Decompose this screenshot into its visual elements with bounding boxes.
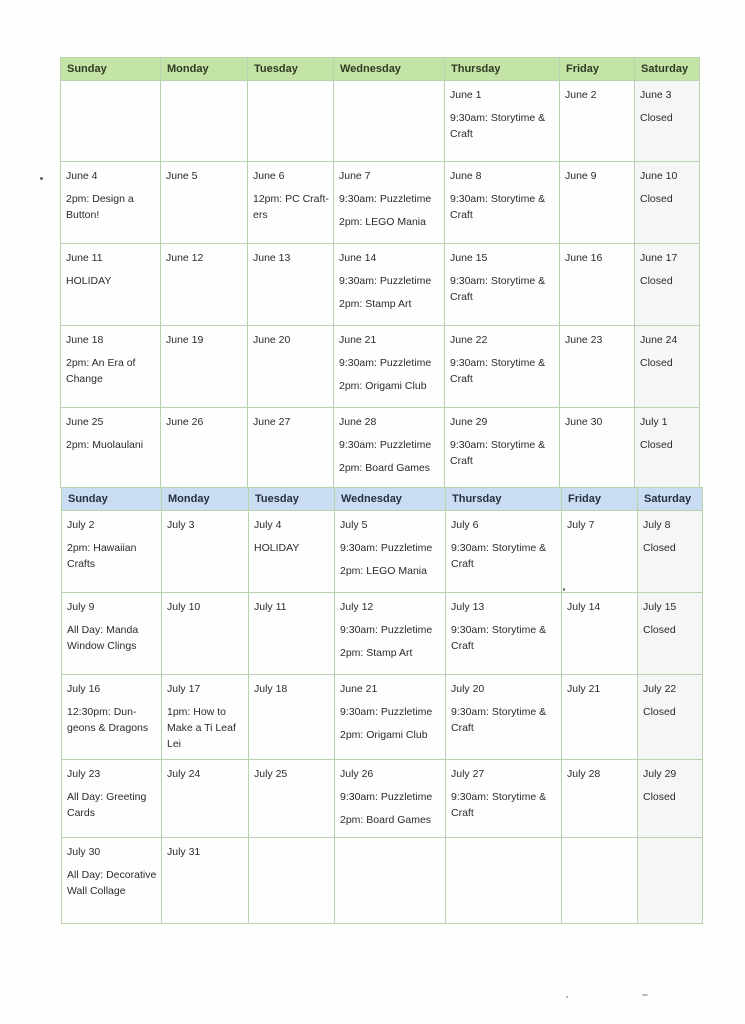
day-date: June 10: [640, 170, 678, 182]
day-date: June 19: [166, 334, 204, 346]
event-text: 9:30am: Puzzletime: [340, 624, 433, 636]
day-cell: [446, 593, 562, 675]
day-cell: [635, 81, 700, 162]
day-date: June 8: [450, 170, 482, 182]
day-cell: [61, 81, 161, 162]
scan-speck: [563, 588, 565, 591]
day-date: June 29: [450, 416, 488, 428]
event-text: All Day: Greeting Cards: [67, 791, 147, 819]
day-date: June 1: [450, 89, 482, 101]
event-text: HOLIDAY: [66, 275, 112, 287]
event-text: 9:30am: Storytime & Craft: [451, 624, 547, 652]
event-text: 1pm: How to Make a Ti Leaf Lei: [167, 706, 236, 750]
day-date: July 13: [451, 601, 485, 613]
event-text: 2pm: Board Games: [339, 462, 431, 474]
event-text: 9:30am: Storytime & Craft: [450, 357, 546, 385]
event-text: 9:30am: Storytime & Craft: [451, 706, 547, 734]
event-text: Closed: [643, 624, 676, 636]
scan-speck: [40, 177, 43, 180]
day-date: July 9: [67, 601, 95, 613]
event-text: Closed: [640, 439, 673, 451]
day-date: July 18: [254, 683, 288, 695]
day-cell: [62, 675, 162, 760]
day-cell: [162, 511, 249, 593]
event-text: 2pm: An Era of Change: [66, 357, 136, 385]
day-date: July 16: [67, 683, 101, 695]
header-wednesday: Wednesday: [335, 488, 446, 511]
header-saturday: Saturday: [635, 58, 700, 81]
june-calendar-table: [60, 57, 700, 488]
header-monday: Monday: [162, 488, 249, 511]
day-cell: [562, 675, 638, 760]
day-date: June 5: [166, 170, 198, 182]
day-date: July 14: [567, 601, 601, 613]
day-date: July 15: [643, 601, 677, 613]
day-cell: [635, 408, 700, 488]
day-cell: [638, 838, 703, 924]
day-cell: [562, 511, 638, 593]
day-cell: [446, 760, 562, 838]
event-text: 9:30am: Storytime & Craft: [451, 542, 547, 570]
event-text: 9:30am: Storytime & Craft: [450, 439, 546, 467]
day-cell: [334, 408, 445, 488]
header-friday: Friday: [560, 58, 635, 81]
event-text: 9:30am: Storytime & Craft: [450, 112, 546, 140]
event-text: 2pm: Origami Club: [340, 729, 428, 741]
day-cell: [62, 511, 162, 593]
event-text: 9:30am: Puzzletime: [339, 275, 432, 287]
day-cell: [249, 511, 335, 593]
day-date: July 28: [567, 768, 601, 780]
day-date: July 21: [567, 683, 601, 695]
day-cell: [445, 162, 560, 244]
june-weekday-header: [61, 58, 700, 81]
day-date: July 8: [643, 519, 671, 531]
day-cell: [446, 511, 562, 593]
event-text: 2pm: Origami Club: [339, 380, 427, 392]
week-row: [62, 760, 703, 838]
day-date: July 31: [167, 846, 201, 858]
day-cell: [161, 408, 248, 488]
day-date: June 18: [66, 334, 104, 346]
event-text: HOLIDAY: [254, 542, 300, 554]
day-cell: [62, 593, 162, 675]
day-cell: [560, 244, 635, 326]
week-row: [61, 162, 700, 244]
day-cell: [635, 244, 700, 326]
day-cell: [335, 838, 446, 924]
event-text: 2pm: LEGO Mania: [339, 216, 426, 228]
day-date: June 23: [565, 334, 603, 346]
day-cell: [161, 162, 248, 244]
day-date: July 17: [167, 683, 201, 695]
day-cell: [635, 162, 700, 244]
event-text: 2pm: Stamp Art: [339, 298, 412, 310]
event-text: 9:30am: Storytime & Craft: [450, 275, 546, 303]
day-date: June 17: [640, 252, 678, 264]
day-date: July 30: [67, 846, 101, 858]
day-cell: [62, 760, 162, 838]
header-saturday: Saturday: [638, 488, 703, 511]
day-cell: [560, 408, 635, 488]
day-cell: [248, 162, 334, 244]
day-cell: [445, 81, 560, 162]
day-cell: [161, 326, 248, 408]
week-row: [61, 244, 700, 326]
day-date: June 9: [565, 170, 597, 182]
day-cell: [249, 760, 335, 838]
event-text: 2pm: Board Games: [340, 814, 432, 826]
day-cell: [335, 760, 446, 838]
event-text: Closed: [640, 193, 673, 205]
day-cell: [162, 760, 249, 838]
day-cell: [61, 244, 161, 326]
day-date: July 10: [167, 601, 201, 613]
event-text: 2pm: Design a Button!: [66, 193, 134, 221]
day-cell: [445, 408, 560, 488]
day-cell: [638, 760, 703, 838]
day-date: July 12: [340, 601, 374, 613]
day-date: July 25: [254, 768, 288, 780]
day-date: July 1: [640, 416, 668, 428]
event-text: Closed: [640, 357, 673, 369]
day-cell: [335, 511, 446, 593]
day-cell: [248, 81, 334, 162]
day-date: June 3: [640, 89, 672, 101]
header-sunday: Sunday: [61, 58, 161, 81]
day-date: June 11: [66, 252, 103, 264]
event-text: 9:30am: Puzzletime: [340, 706, 433, 718]
day-date: June 25: [66, 416, 104, 428]
header-thursday: Thursday: [446, 488, 562, 511]
day-cell: [61, 326, 161, 408]
day-date: June 30: [565, 416, 603, 428]
day-cell: [638, 593, 703, 675]
event-text: 2pm: Stamp Art: [340, 647, 413, 659]
day-cell: [560, 326, 635, 408]
day-cell: [446, 675, 562, 760]
week-row: [62, 593, 703, 675]
week-row: [61, 81, 700, 162]
day-date: July 23: [67, 768, 101, 780]
event-text: Closed: [640, 112, 673, 124]
day-cell: [162, 593, 249, 675]
day-cell: [635, 326, 700, 408]
week-row: [62, 675, 703, 760]
day-cell: [562, 593, 638, 675]
day-cell: [62, 838, 162, 924]
header-tuesday: Tuesday: [248, 58, 334, 81]
day-date: June 2: [565, 89, 597, 101]
week-row: [62, 511, 703, 593]
july-weekday-header: [62, 488, 703, 511]
event-text: Closed: [643, 542, 676, 554]
event-text: 9:30am: Puzzletime: [340, 542, 433, 554]
event-text: Closed: [643, 706, 676, 718]
event-text: 12:30pm: Dun-geons & Dragons: [67, 706, 149, 734]
day-cell: [249, 593, 335, 675]
event-text: Closed: [643, 791, 676, 803]
event-text: 9:30am: Puzzletime: [339, 357, 432, 369]
day-cell: [560, 162, 635, 244]
day-cell: [562, 760, 638, 838]
event-text: All Day: Decorative Wall Collage: [67, 869, 157, 897]
day-cell: [249, 838, 335, 924]
day-cell: [446, 838, 562, 924]
day-cell: [334, 81, 445, 162]
week-row: [62, 838, 703, 924]
day-date: June 20: [253, 334, 291, 346]
event-text: 9:30am: Storytime & Craft: [450, 193, 546, 221]
week-row: [61, 326, 700, 408]
header-monday: Monday: [161, 58, 248, 81]
day-cell: [162, 838, 249, 924]
day-cell: [248, 244, 334, 326]
day-date: June 12: [166, 252, 204, 264]
day-date: July 11: [254, 601, 287, 613]
day-date: July 29: [643, 768, 677, 780]
header-wednesday: Wednesday: [334, 58, 445, 81]
event-text: 2pm: Muolaulani: [66, 439, 144, 451]
day-cell: [638, 675, 703, 760]
day-cell: [334, 326, 445, 408]
day-date: July 2: [67, 519, 95, 531]
day-date: July 3: [167, 519, 195, 531]
event-text: 9:30am: Puzzletime: [339, 193, 432, 205]
header-sunday: Sunday: [62, 488, 162, 511]
day-date: July 4: [254, 519, 282, 531]
day-date: June 6: [253, 170, 285, 182]
event-text: 12pm: PC Craft-ers: [253, 193, 329, 221]
day-cell: [248, 408, 334, 488]
event-text: 9:30am: Puzzletime: [340, 791, 433, 803]
day-cell: [161, 244, 248, 326]
event-text: 9:30am: Puzzletime: [339, 439, 432, 451]
event-text: 2pm: Hawaiian Crafts: [67, 542, 137, 570]
event-text: 2pm: LEGO Mania: [340, 565, 427, 577]
day-date: June 26: [166, 416, 204, 428]
day-date: July 20: [451, 683, 485, 695]
day-date: July 6: [451, 519, 479, 531]
day-date: June 24: [640, 334, 678, 346]
day-cell: [445, 326, 560, 408]
header-tuesday: Tuesday: [249, 488, 335, 511]
day-date: June 21: [340, 683, 378, 695]
day-date: July 24: [167, 768, 201, 780]
day-date: July 5: [340, 519, 368, 531]
day-date: July 26: [340, 768, 374, 780]
day-date: June 28: [339, 416, 377, 428]
day-cell: [334, 162, 445, 244]
day-date: June 27: [253, 416, 291, 428]
day-cell: [161, 81, 248, 162]
day-cell: [560, 81, 635, 162]
day-date: June 21: [339, 334, 377, 346]
day-date: June 13: [253, 252, 291, 264]
event-text: 9:30am: Storytime & Craft: [451, 791, 547, 819]
day-date: June 15: [450, 252, 488, 264]
header-thursday: Thursday: [445, 58, 560, 81]
day-cell: [61, 162, 161, 244]
day-cell: [562, 838, 638, 924]
day-cell: [445, 244, 560, 326]
july-calendar-table: [61, 487, 703, 924]
day-cell: [162, 675, 249, 760]
day-date: July 22: [643, 683, 677, 695]
day-cell: [335, 593, 446, 675]
day-date: June 14: [339, 252, 377, 264]
day-cell: [335, 675, 446, 760]
day-cell: [334, 244, 445, 326]
day-date: June 7: [339, 170, 371, 182]
day-date: June 16: [565, 252, 603, 264]
day-date: July 7: [567, 519, 595, 531]
week-row: [61, 408, 700, 488]
day-cell: [248, 326, 334, 408]
day-cell: [638, 511, 703, 593]
day-date: June 4: [66, 170, 98, 182]
event-text: All Day: Manda Window Clings: [67, 624, 139, 652]
event-text: Closed: [640, 275, 673, 287]
scan-speck: [566, 996, 568, 998]
scan-speck: [642, 994, 648, 996]
header-friday: Friday: [562, 488, 638, 511]
day-date: June 22: [450, 334, 488, 346]
day-cell: [249, 675, 335, 760]
day-cell: [61, 408, 161, 488]
day-date: July 27: [451, 768, 485, 780]
